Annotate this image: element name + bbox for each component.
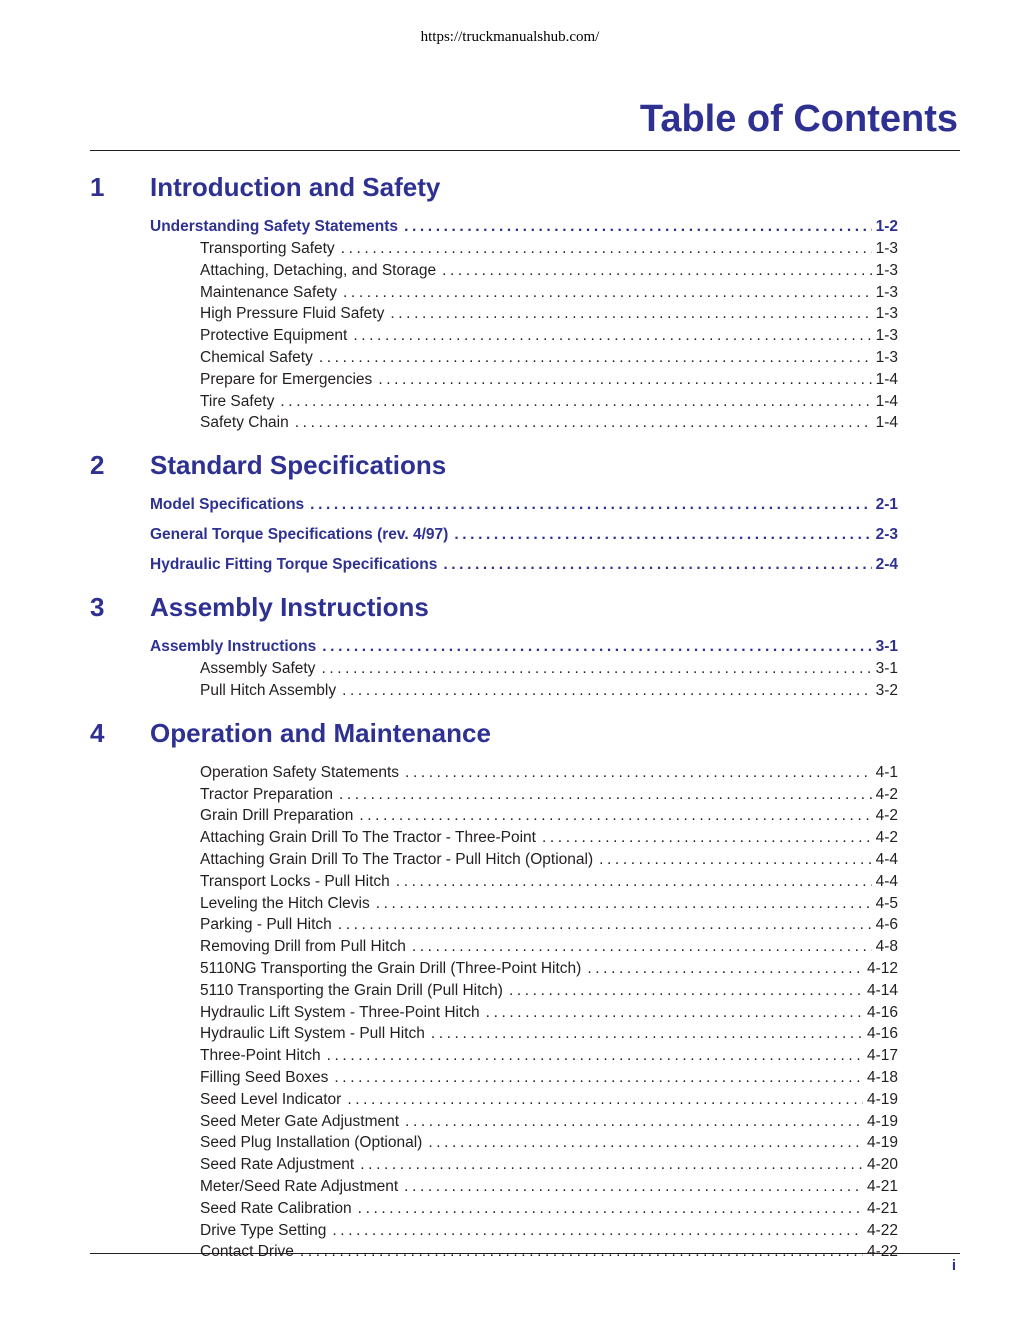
entry-label: Hydraulic Lift System - Pull Hitch bbox=[200, 1025, 425, 1043]
entry-page: 4-18 bbox=[866, 1068, 898, 1086]
entry-page: 1-3 bbox=[875, 348, 898, 366]
entry-page: 3-1 bbox=[875, 660, 898, 678]
entry-page: 4-20 bbox=[866, 1156, 898, 1174]
entry-label: Hydraulic Fitting Torque Specifications bbox=[150, 556, 438, 574]
dot-leader bbox=[360, 1156, 863, 1174]
entry-page: 4-16 bbox=[866, 1025, 898, 1043]
dot-leader bbox=[405, 764, 872, 782]
dot-leader bbox=[295, 414, 872, 432]
entry-list bbox=[90, 218, 898, 436]
entry-list bbox=[90, 496, 898, 578]
section-title: Operation and Maintenance bbox=[150, 717, 491, 748]
entry-label: Seed Plug Installation (Optional) bbox=[200, 1134, 423, 1152]
toc-section bbox=[90, 172, 898, 436]
entry-page: 1-4 bbox=[875, 370, 898, 388]
toc-entry[interactable] bbox=[150, 414, 898, 436]
toc-entry[interactable] bbox=[150, 829, 898, 851]
entry-page: 3-2 bbox=[875, 681, 898, 699]
entry-page: 4-19 bbox=[866, 1112, 898, 1130]
toc-entry[interactable] bbox=[150, 895, 898, 917]
toc-entry[interactable] bbox=[150, 1178, 898, 1200]
dot-leader bbox=[396, 873, 872, 891]
toc-entry[interactable] bbox=[150, 916, 898, 938]
toc-entry[interactable] bbox=[150, 1200, 898, 1222]
entry-label: Assembly Safety bbox=[200, 660, 316, 678]
dot-leader bbox=[322, 638, 871, 656]
dot-leader bbox=[599, 851, 871, 869]
entry-page: 1-4 bbox=[875, 392, 898, 410]
dot-leader bbox=[339, 786, 872, 804]
entry-label: Meter/Seed Rate Adjustment bbox=[200, 1177, 399, 1195]
entry-label: Seed Rate Adjustment bbox=[200, 1156, 355, 1174]
section-heading[interactable] bbox=[90, 592, 898, 630]
entry-page: 4-2 bbox=[875, 785, 898, 803]
dot-leader bbox=[405, 1113, 863, 1131]
entry-page: 4-22 bbox=[866, 1221, 898, 1239]
entry-label: Attaching Grain Drill To The Tractor - Pull Hitch (Optional) bbox=[200, 850, 594, 868]
dot-leader bbox=[486, 1004, 863, 1022]
entry-page: 4-19 bbox=[866, 1134, 898, 1152]
entry-label: Hydraulic Lift System - Three-Point Hitch bbox=[200, 1003, 480, 1021]
toc-entry[interactable] bbox=[150, 807, 898, 829]
entry-label: Seed Rate Calibration bbox=[200, 1199, 352, 1217]
entry-list bbox=[90, 638, 898, 704]
entry-label: Contact Drive bbox=[200, 1243, 294, 1261]
entry-label: General Torque Specifications (rev. 4/97) bbox=[150, 526, 449, 544]
entry-label: Tire Safety bbox=[200, 392, 275, 410]
section-title: Introduction and Safety bbox=[150, 172, 441, 202]
entry-label: Seed Level Indicator bbox=[200, 1090, 342, 1108]
entry-label: Three-Point Hitch bbox=[200, 1047, 321, 1065]
toc-section bbox=[90, 450, 898, 578]
entry-page: 4-4 bbox=[875, 850, 898, 868]
entry-label: Transporting Safety bbox=[200, 240, 335, 257]
entry-page: 4-21 bbox=[866, 1199, 898, 1217]
toc-entry-major[interactable] bbox=[150, 526, 898, 548]
entry-page: 4-22 bbox=[866, 1243, 898, 1261]
entry-label: High Pressure Fluid Safety bbox=[200, 305, 385, 323]
section-heading[interactable] bbox=[90, 450, 898, 488]
toc-section bbox=[90, 718, 898, 1265]
section-number: 4 bbox=[90, 717, 105, 748]
toc-entry[interactable] bbox=[150, 682, 898, 704]
entry-list bbox=[90, 764, 898, 1265]
entry-label: 5110NG Transporting the Grain Drill (Three-Point Hitch) bbox=[200, 959, 582, 977]
entry-page: 4-2 bbox=[875, 807, 898, 825]
section-title: Assembly Instructions bbox=[150, 592, 429, 623]
dot-leader bbox=[310, 496, 871, 514]
entry-page: 4-12 bbox=[866, 959, 898, 977]
entry-label: Assembly Instructions bbox=[150, 638, 317, 656]
entry-page: 1-3 bbox=[875, 240, 898, 257]
entry-label: Chemical Safety bbox=[200, 348, 313, 366]
entry-page: 4-17 bbox=[866, 1047, 898, 1065]
toc-entry[interactable] bbox=[150, 786, 898, 808]
entry-page: 1-3 bbox=[875, 283, 898, 301]
entry-page: 1-3 bbox=[875, 261, 898, 279]
section-heading[interactable] bbox=[90, 172, 898, 210]
dot-leader bbox=[442, 262, 871, 280]
toc-entry[interactable] bbox=[150, 327, 898, 349]
toc-entry[interactable] bbox=[150, 1243, 898, 1265]
dot-leader bbox=[342, 682, 871, 700]
dot-leader bbox=[280, 393, 871, 411]
entry-label: Drive Type Setting bbox=[200, 1221, 327, 1239]
entry-page: 4-14 bbox=[866, 981, 898, 999]
entry-label: Safety Chain bbox=[200, 414, 289, 432]
toc-entry[interactable] bbox=[150, 1156, 898, 1178]
entry-label: Parking - Pull Hitch bbox=[200, 916, 332, 934]
entry-page: 3-1 bbox=[875, 638, 898, 656]
toc-entry-major[interactable] bbox=[150, 496, 898, 518]
entry-page: 4-5 bbox=[875, 894, 898, 912]
toc-entry[interactable] bbox=[150, 1134, 898, 1156]
dot-leader bbox=[390, 305, 871, 323]
dot-leader bbox=[454, 526, 871, 544]
entry-page: 1-4 bbox=[875, 414, 898, 432]
dot-leader bbox=[321, 660, 871, 678]
dot-leader bbox=[431, 1025, 863, 1043]
toc-entry[interactable] bbox=[150, 764, 898, 786]
toc-entry[interactable] bbox=[150, 873, 898, 895]
entry-label: Attaching Grain Drill To The Tractor - Three-Point bbox=[200, 829, 536, 847]
section-title: Standard Specifications bbox=[150, 450, 447, 481]
toc-entry[interactable] bbox=[150, 851, 898, 873]
entry-label: Tractor Preparation bbox=[200, 785, 333, 803]
dot-leader bbox=[412, 938, 872, 956]
dot-leader bbox=[542, 829, 872, 847]
entry-label: 5110 Transporting the Grain Drill (Pull Hitch) bbox=[200, 981, 503, 999]
entry-page: 1-2 bbox=[875, 218, 898, 235]
entry-label: Operation Safety Statements bbox=[200, 763, 400, 781]
toc-entry-major[interactable] bbox=[150, 638, 898, 660]
entry-label: Understanding Safety Statements bbox=[150, 218, 399, 235]
entry-label: Grain Drill Preparation bbox=[200, 807, 354, 825]
toc-entry[interactable] bbox=[150, 960, 898, 982]
dot-leader bbox=[376, 895, 872, 913]
dot-leader bbox=[443, 556, 871, 574]
section-number: 3 bbox=[90, 592, 105, 623]
bottom-divider bbox=[90, 1253, 960, 1254]
toc-entry[interactable] bbox=[150, 982, 898, 1004]
dot-leader bbox=[343, 284, 872, 302]
dot-leader bbox=[341, 240, 872, 258]
entry-page: 1-3 bbox=[875, 305, 898, 323]
section-number: 1 bbox=[90, 172, 105, 202]
entry-page: 2-3 bbox=[875, 526, 898, 544]
entry-page: 4-19 bbox=[866, 1090, 898, 1108]
dot-leader bbox=[359, 807, 871, 825]
entry-label: Filling Seed Boxes bbox=[200, 1068, 329, 1086]
entry-page: 4-21 bbox=[866, 1177, 898, 1195]
dot-leader bbox=[319, 349, 872, 367]
entry-label: Maintenance Safety bbox=[200, 283, 338, 301]
toc-entry-major[interactable] bbox=[150, 556, 898, 578]
toc-entry[interactable] bbox=[150, 262, 898, 284]
entry-label: Model Specifications bbox=[150, 496, 305, 514]
dot-leader bbox=[332, 1222, 863, 1240]
toc-entry[interactable] bbox=[150, 1004, 898, 1026]
toc-entry[interactable] bbox=[150, 284, 898, 306]
entry-page: 2-4 bbox=[875, 556, 898, 574]
dot-leader bbox=[587, 960, 863, 978]
entry-page: 4-8 bbox=[875, 938, 898, 956]
entry-label: Pull Hitch Assembly bbox=[200, 681, 337, 699]
section-spacer bbox=[90, 578, 898, 592]
toc-entry[interactable] bbox=[150, 1113, 898, 1135]
entry-page: 1-3 bbox=[875, 327, 898, 345]
toc-entry[interactable] bbox=[150, 371, 898, 393]
entry-label: Removing Drill from Pull Hitch bbox=[200, 938, 406, 956]
entry-page: 4-1 bbox=[875, 763, 898, 781]
toc-entry[interactable] bbox=[150, 240, 898, 262]
toc-entry[interactable] bbox=[150, 1069, 898, 1091]
toc-entry[interactable] bbox=[150, 660, 898, 682]
dot-leader bbox=[428, 1134, 863, 1152]
toc-entry[interactable] bbox=[150, 1047, 898, 1069]
table-of-contents bbox=[90, 172, 898, 1265]
dot-leader bbox=[347, 1091, 863, 1109]
dot-leader bbox=[404, 218, 872, 236]
dot-leader bbox=[338, 916, 872, 934]
toc-entry[interactable] bbox=[150, 1222, 898, 1244]
header-url[interactable]: https://truckmanualshub.com/ bbox=[420, 29, 600, 45]
entry-page: 4-2 bbox=[875, 829, 898, 847]
page-number: i bbox=[951, 1257, 956, 1274]
dot-leader bbox=[327, 1047, 863, 1065]
top-divider bbox=[90, 150, 960, 151]
toc-entry[interactable] bbox=[150, 1025, 898, 1047]
dot-leader bbox=[334, 1069, 863, 1087]
entry-label: Attaching, Detaching, and Storage bbox=[200, 261, 437, 279]
entry-label: Transport Locks - Pull Hitch bbox=[200, 872, 390, 890]
entry-label: Protective Equipment bbox=[200, 327, 348, 345]
dot-leader bbox=[404, 1178, 863, 1196]
page-title: Table of Contents bbox=[639, 98, 958, 140]
dot-leader bbox=[378, 371, 871, 389]
entry-page: 4-4 bbox=[875, 872, 898, 890]
section-spacer bbox=[90, 704, 898, 718]
toc-entry[interactable] bbox=[150, 393, 898, 415]
dot-leader bbox=[509, 982, 863, 1000]
toc-entry[interactable] bbox=[150, 305, 898, 327]
entry-label: Seed Meter Gate Adjustment bbox=[200, 1112, 400, 1130]
entry-page: 4-16 bbox=[866, 1003, 898, 1021]
toc-entry-major[interactable] bbox=[150, 218, 898, 240]
toc-entry[interactable] bbox=[150, 938, 898, 960]
entry-label: Leveling the Hitch Clevis bbox=[200, 894, 370, 912]
dot-leader bbox=[358, 1200, 863, 1218]
section-heading[interactable] bbox=[90, 718, 898, 756]
entry-label: Prepare for Emergencies bbox=[200, 370, 373, 388]
entry-page: 4-6 bbox=[875, 916, 898, 934]
toc-entry[interactable] bbox=[150, 349, 898, 371]
toc-section bbox=[90, 592, 898, 704]
section-number: 2 bbox=[90, 450, 105, 481]
dot-leader bbox=[353, 327, 871, 345]
section-spacer bbox=[90, 436, 898, 450]
toc-entry[interactable] bbox=[150, 1091, 898, 1113]
entry-page: 2-1 bbox=[875, 496, 898, 514]
